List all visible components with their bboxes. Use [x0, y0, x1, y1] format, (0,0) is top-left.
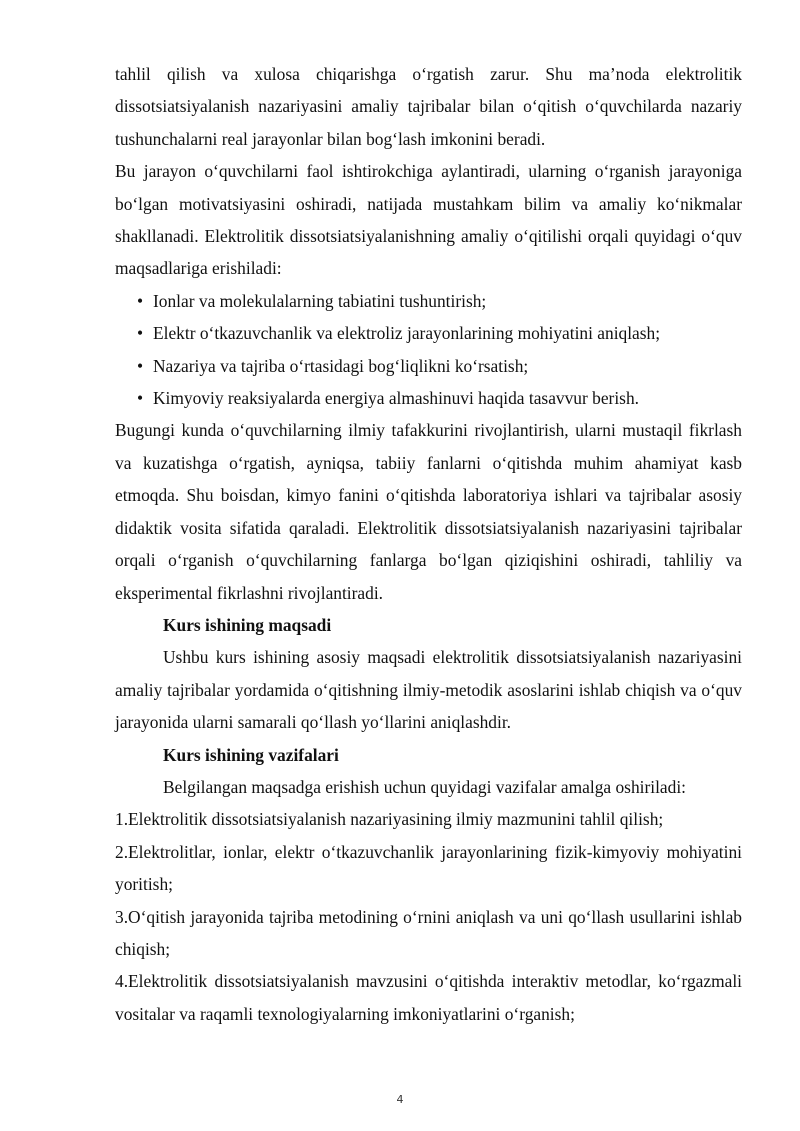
section-heading-goal: Kurs ishining maqsadi	[163, 614, 332, 635]
task-item: 2.Elektrolitlar, ionlar, elektr o‘tkazuvchanlik jarayonlarining fizik-kimyoviy mohiyatini yoritish;	[115, 841, 742, 895]
task-item: 1.Elektrolitik dissotsiatsiyalanish nazariyasining ilmiy mazmunini tahlil qilish;	[115, 809, 664, 830]
paragraph: Bu jarayon o‘quvchilarni faol ishtirokchiga aylantiradi, ularning o‘rganish jarayoniga bo‘lgan motivatsiyasini oshiradi, natijada mustahkam bilim va amaliy ko‘nikmalar shakllanadi. Elektrolitik dissotsiatsiyalanishning amaliy o‘qitilishi orqali quyidagi o‘quv maqsadlariga erishiladi:	[115, 161, 742, 279]
paragraph: Ushbu kurs ishining asosiy maqsadi elektrolitik dissotsiatsiyalanish nazariyasini amaliy tajribalar yordamida o‘qitishning ilmiy-metodik asoslarini ishlab chiqish va o‘quv jarayonida ularni samarali qo‘llash yo‘llarini aniqlashdir.	[115, 647, 742, 733]
document-page	[115, 58, 742, 1030]
list-item: • Elektr o‘tkazuvchanlik va elektroliz jarayonlarining mohiyatini aniqlash;	[137, 317, 742, 349]
section-heading-tasks: Kurs ishining vazifalari	[163, 744, 339, 765]
page-number: 4	[396, 1093, 404, 1106]
list-item: • Ionlar va molekulalarning tabiatini tushuntirish;	[137, 285, 742, 317]
task-item: 4.Elektrolitik dissotsiatsiyalanish mavzusini o‘qitishda interaktiv metodlar, ko‘rgazmali vositalar va raqamli texnologiyalarning imkoniyatlarini o‘rganish;	[115, 971, 742, 1024]
task-item: 3.O‘qitish jarayonida tajriba metodining o‘rnini aniqlash va uni qo‘llash usullarini ishlab chiqish;	[115, 906, 742, 959]
paragraph: tahlil qilish va xulosa chiqarishga o‘rgatish zarur. Shu ma’noda elektrolitik dissotsiatsiyalanish nazariyasini amaliy tajribalar bilan o‘qitish o‘quvchilarda nazariy tushunchalarni real jarayonlar bilan bog‘lash imkonini beradi.	[115, 64, 742, 149]
paragraph: Belgilangan maqsadga erishish uchun quyidagi vazifalar amalga oshiriladi:	[163, 776, 687, 797]
paragraph: Bugungi kunda o‘quvchilarning ilmiy tafakkurini rivojlantirish, ularni mustaqil fikrlash va kuzatishga o‘rgatish, ayniqsa, tabiiy fanlarni o‘qitishda muhim ahamiyat kasb etmoqda. Shu boisdan, kimyo fanini o‘qitishda laboratoriya ishlari va tajribalar asosiy didaktik vosita sifatida qaraladi. Elektrolitik dissotsiatsiyalanish nazariyasini tajribalar orqali o‘rganish o‘quvchilarning fanlarga bo‘lgan qiziqishini oshiradi, tahliliy va eksperimental fikrlashni rivojlantiradi.	[115, 420, 742, 603]
list-item: • Kimyoviy reaksiyalarda energiya almashinuvi haqida tasavvur berish.	[137, 382, 742, 414]
goals-list	[115, 285, 742, 415]
list-item: • Nazariya va tajriba o‘rtasidagi bog‘liqlikni ko‘rsatish;	[137, 350, 742, 382]
